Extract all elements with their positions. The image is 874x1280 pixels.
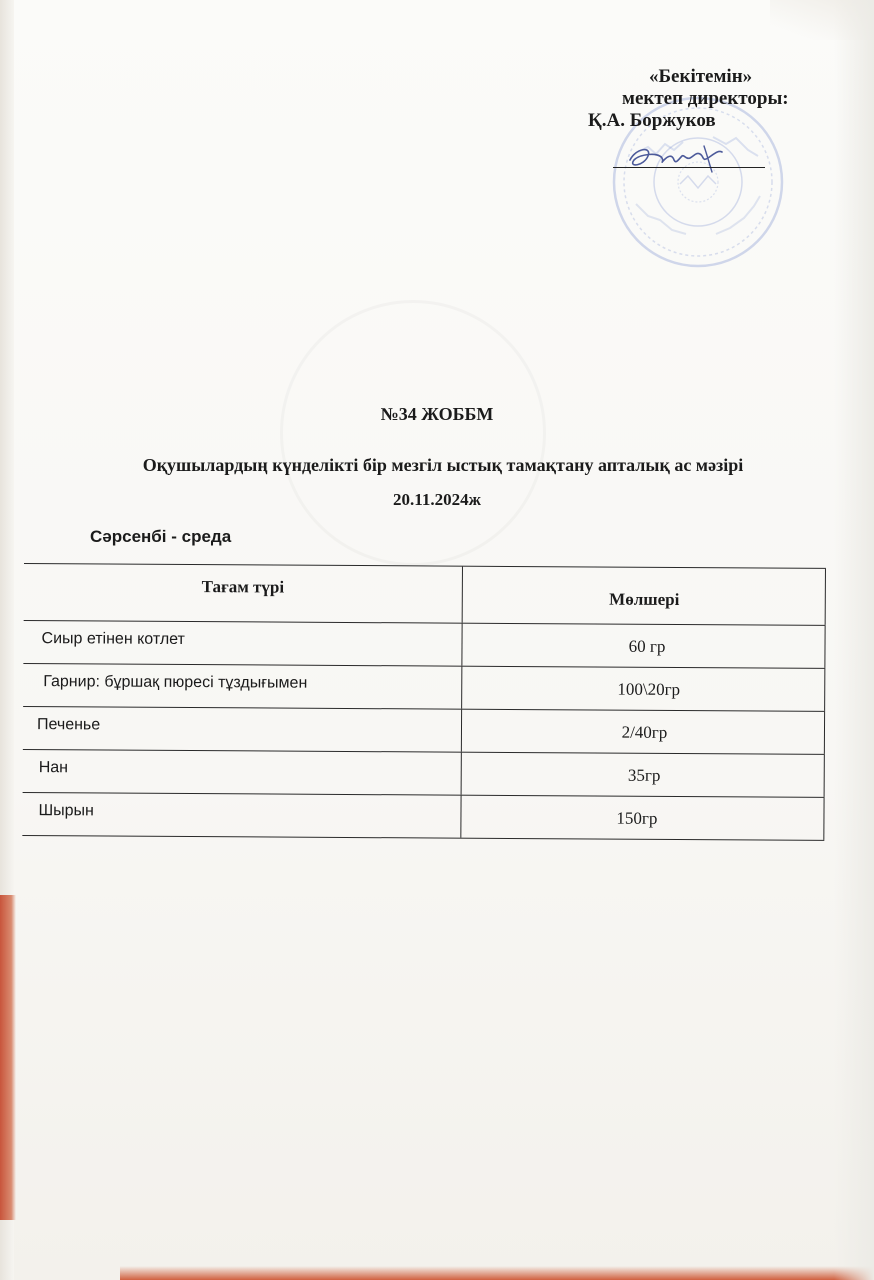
table-header-row <box>24 563 826 626</box>
signature-line <box>613 167 765 168</box>
menu-title: Оқушылардың күнделікті бір мезгіл ыстық тамақтану апталық ас мәзірі <box>142 455 744 475</box>
approval-title: «Бекітемін» <box>649 66 753 87</box>
dish-name: Нан <box>38 759 69 777</box>
menu-table <box>22 563 826 841</box>
background-red-edge-bottom <box>120 1266 874 1280</box>
header-amount: Мөлшері <box>609 589 680 610</box>
dish-name: Гарнир: бұршақ пюресі тұздығымен <box>43 673 308 692</box>
header-cell-amount <box>464 567 826 625</box>
header-cell-dish <box>24 564 463 623</box>
table-row <box>23 707 825 755</box>
weekday-label: Сәрсенбі - среда <box>90 527 232 546</box>
menu-date: 20.11.2024ж <box>393 490 481 509</box>
approval-director-name: Қ.А. Боржуков <box>588 110 716 131</box>
dish-amount: 100\20гр <box>617 679 681 700</box>
paper-right-shadow <box>834 0 874 1280</box>
director-signature <box>618 138 728 178</box>
dish-name: Печенье <box>36 716 101 734</box>
dish-amount: 2/40гр <box>621 722 668 742</box>
dish-amount: 150гр <box>616 808 658 828</box>
header-dish-type: Тағам түрі <box>201 577 285 597</box>
table-row <box>22 793 824 841</box>
approval-position: мектеп директоры: <box>622 88 789 109</box>
table-row <box>23 750 825 798</box>
dish-name: Сиыр етінен котлет <box>41 630 185 648</box>
show-through-mark <box>280 300 546 566</box>
school-name: №34 ЖОББМ <box>380 404 494 424</box>
table-row <box>23 664 825 712</box>
background-red-edge-left <box>0 895 16 1220</box>
dish-amount: 60 гр <box>628 636 666 656</box>
table-row <box>23 621 825 669</box>
dish-amount: 35гр <box>627 765 661 785</box>
dish-name: Шырын <box>38 802 94 820</box>
